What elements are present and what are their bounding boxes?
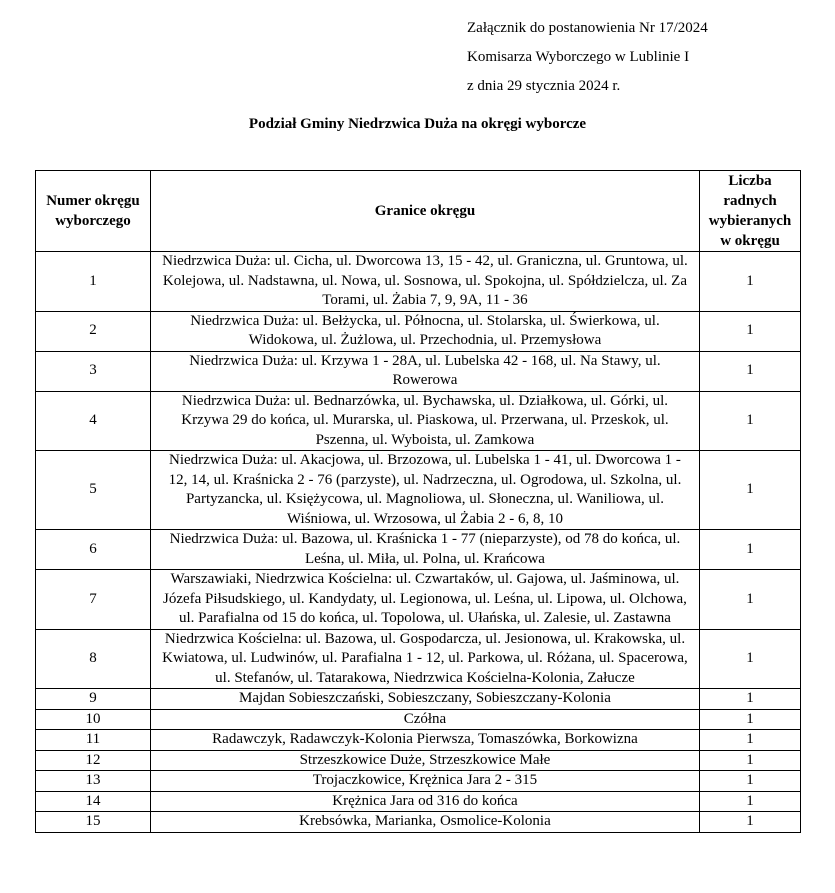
- table-header-row: [36, 171, 801, 252]
- district-boundaries: [150, 730, 699, 751]
- district-boundaries: [150, 311, 699, 351]
- district-seats: 1: [700, 451, 801, 530]
- table-row: [36, 311, 801, 351]
- district-boundaries: [150, 451, 699, 530]
- table-row: [36, 771, 801, 792]
- district-boundaries: [150, 391, 699, 451]
- district-boundaries: [150, 629, 699, 689]
- district-number: 15: [36, 812, 151, 833]
- district-number: 5: [36, 451, 151, 530]
- district-number: 3: [36, 351, 151, 391]
- district-number: 7: [36, 570, 151, 630]
- district-number: 2: [36, 311, 151, 351]
- attachment-line-commissioner: Komisarza Wyborczego w Lublinie I: [467, 49, 690, 65]
- table-row: [36, 391, 801, 451]
- district-number: 13: [36, 771, 151, 792]
- district-number: 12: [36, 750, 151, 771]
- district-seats: 1: [700, 570, 801, 630]
- table-row: [36, 351, 801, 391]
- district-number: 4: [36, 391, 151, 451]
- column-header-boundaries: Granice okręgu: [150, 171, 699, 252]
- table-row: [36, 709, 801, 730]
- boundaries-text: Niedrzwica Duża: ul. Bednarzówka, ul. Bychawska, ul. Działkowa, ul. Górki, ul. Krzywa 29 do końca, ul. Murarska, ul. Piaskowa, ul. Przerwana, ul. Przeskok, ul. Pszenna, ul. Wyboista, ul. Zamkowa: [181, 392, 669, 448]
- district-seats: 1: [700, 351, 801, 391]
- district-seats: 1: [700, 750, 801, 771]
- boundaries-text: Trojaczkowice, Krężnica Jara 2 - 315: [312, 772, 538, 788]
- table-row: [36, 791, 801, 812]
- column-header-district-number: Numer okręgu wyborczego: [36, 171, 151, 252]
- district-boundaries: [150, 750, 699, 771]
- table-row: [36, 730, 801, 751]
- table-row: [36, 750, 801, 771]
- district-number: 14: [36, 791, 151, 812]
- district-number: 1: [36, 252, 151, 312]
- district-seats: 1: [700, 771, 801, 792]
- district-seats: 1: [700, 689, 801, 710]
- district-boundaries: [150, 791, 699, 812]
- boundaries-text: Krężnica Jara od 316 do końca: [332, 792, 518, 809]
- district-boundaries: [150, 689, 699, 710]
- document-title: Podział Gminy Niedrzwica Duża na okręgi wyborcze: [248, 116, 587, 132]
- district-number: 8: [36, 629, 151, 689]
- boundaries-text: Radawczyk, Radawczyk-Kolonia Pierwsza, Tomaszówka, Borkowizna: [212, 731, 638, 747]
- table-row: [36, 812, 801, 833]
- table-row: [36, 530, 801, 570]
- district-seats: 1: [700, 252, 801, 312]
- table-row: [36, 570, 801, 630]
- district-seats: 1: [700, 530, 801, 570]
- district-boundaries: [150, 570, 699, 630]
- boundaries-text: Majdan Sobieszczański, Sobieszczany, Sobieszczany-Kolonia: [239, 690, 611, 706]
- district-seats: 1: [700, 730, 801, 751]
- district-seats: 1: [700, 791, 801, 812]
- district-number: 11: [36, 730, 151, 751]
- district-boundaries: [150, 812, 699, 833]
- attachment-line-date: z dnia 29 stycznia 2024 r.: [467, 78, 621, 94]
- column-header-seats: Liczba radnych wybieranych w okręgu: [700, 171, 801, 252]
- boundaries-text: Niedrzwica Duża: ul. Krzywa 1 - 28A, ul. Lubelska 42 - 168, ul. Na Stawy, ul. Rowerowa: [189, 352, 661, 388]
- district-seats: 1: [700, 709, 801, 730]
- attachment-header: [467, 14, 708, 101]
- electoral-districts-table: [35, 170, 801, 833]
- table-row: [36, 689, 801, 710]
- boundaries-text: Niedrzwica Duża: ul. Bazowa, ul. Kraśnicka 1 - 77 (nieparzyste), od 78 do końca, ul. Leśna, ul. Miła, ul. Polna, ul. Krańcowa: [169, 531, 681, 567]
- district-seats: 1: [700, 391, 801, 451]
- table-row: [36, 252, 801, 312]
- boundaries-text: Warszawiaki, Niedrzwica Kościelna: ul. Czwartaków, ul. Gajowa, ul. Jaśminowa, ul. Józefa Piłsudskiego, ul. Kandydaty, ul. Legionowa, ul. Leśna, ul. Lipowa, ul. Olchowa, ul. Parafialna od 15 do końca, ul. Topolowa, ul. Ułańska, ul. Zalesie, ul. Zastawna: [163, 571, 687, 626]
- table-row: [36, 629, 801, 689]
- district-boundaries: [150, 530, 699, 570]
- boundaries-text: Krebsówka, Marianka, Osmolice-Kolonia: [299, 813, 551, 829]
- boundaries-text: Niedrzwica Duża: ul. Akacjowa, ul. Brzozowa, ul. Lubelska 1 - 41, ul. Dworcowa 1 - 12, 14, ul. Kraśnicka 2 - 76 (parzyste), ul. Nadrzeczna, ul. Ogrodowa, ul. Szkolna, ul. Partyzancka, ul. Księżycowa, ul. Magnoliowa, ul. Słoneczna, ul. Waniliowa, ul. Wiśniowa, ul. Wrzosowa, ul Żabia 2 - 6, 8, 10: [168, 452, 682, 527]
- boundaries-text: Niedrzwica Duża: ul. Cicha, ul. Dworcowa 13, 15 - 42, ul. Graniczna, ul. Gruntowa, ul. Kolejowa, ul. Nadstawna, ul. Nowa, ul. Sosnowa, ul. Spokojna, ul. Spółdzielcza, ul. Za Torami, ul. Żabia 7, 9, 9A, 11 - 36: [162, 253, 688, 308]
- boundaries-text: Niedrzwica Duża: ul. Bełżycka, ul. Północna, ul. Stolarska, ul. Świerkowa, ul. Widokowa, ul. Żużlowa, ul. Przechodnia, ul. Przemysłowa: [190, 312, 660, 348]
- district-number: 10: [36, 709, 151, 730]
- attachment-line-decision: Załącznik do postanowienia Nr 17/2024: [467, 20, 708, 36]
- district-seats: 1: [700, 311, 801, 351]
- boundaries-text: Czółna: [403, 710, 447, 727]
- district-seats: 1: [700, 629, 801, 689]
- boundaries-text: Niedrzwica Kościelna: ul. Bazowa, ul. Gospodarcza, ul. Jesionowa, ul. Krakowska, ul. Kwiatowa, ul. Ludwinów, ul. Parafialna 1 - 12, ul. Parkowa, ul. Różana, ul. Spacerowa, ul. Stefanów, ul. Tatarakowa, Niedrzwica Kościelna-Kolonia, Załucze: [162, 630, 688, 686]
- district-boundaries: [150, 252, 699, 312]
- district-boundaries: [150, 351, 699, 391]
- table-row: [36, 451, 801, 530]
- district-number: 9: [36, 689, 151, 710]
- district-number: 6: [36, 530, 151, 570]
- district-boundaries: [150, 771, 699, 792]
- district-boundaries: [150, 709, 699, 730]
- boundaries-text: Strzeszkowice Duże, Strzeszkowice Małe: [299, 751, 551, 768]
- district-seats: 1: [700, 812, 801, 833]
